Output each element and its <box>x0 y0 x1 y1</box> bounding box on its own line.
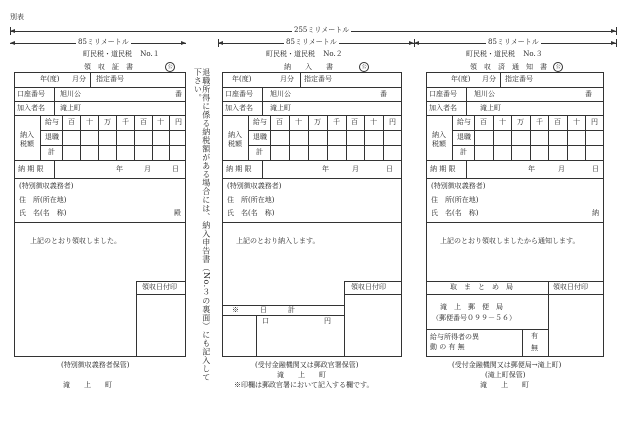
slip-2-koza-value: 旭川公 <box>270 90 291 98</box>
slip-1-zeigaku-label: 納入 税額 <box>20 131 34 149</box>
slip-1-jusho: 住 所(所在地) <box>19 196 67 204</box>
slip-3-torimatome: 取 ま と め 局 <box>450 283 513 291</box>
slip-1-tax: 町民税・道民税 <box>83 50 132 58</box>
slip-1-noki: 納 期 限 <box>18 165 44 173</box>
slip-3-footer-town: 滝 上 町 <box>480 381 529 389</box>
slip-1-shimei: 氏 名(名 称) <box>19 209 67 217</box>
slip-2-footer: (受付金融機関又は郵政官署保管) <box>255 361 359 369</box>
slip-2-footer-town: 滝 上 町 <box>277 371 326 379</box>
slip-3-no: No.３ <box>523 50 543 58</box>
slip-1-tsukibun: 月分 <box>72 75 86 83</box>
slip-1-shitei: 指定番号 <box>96 75 124 83</box>
slip-1-dono: 殿 <box>174 209 181 217</box>
slip-1-kyuyo: 給与 <box>45 118 59 126</box>
slip-2-seal-icon: 公 <box>359 62 369 72</box>
slip-1-taishoku: 退職 <box>45 133 59 141</box>
slip-3-nou: 納 <box>592 209 599 217</box>
slip-3-ari: 有 <box>531 332 538 340</box>
slip-1-footer: (特別徴収義務者保管) <box>61 361 130 369</box>
slip-3-seal-icon: 公 <box>553 62 563 72</box>
slip-1-nendo: 年(度) <box>40 75 60 83</box>
slip-3-ido: 給与所得者の異 動 の 有 無 <box>430 333 479 351</box>
slip-3-post-name: 滝 上 郵 便 局 <box>440 303 503 311</box>
slip-3-nashi: 無 <box>531 344 538 352</box>
slip-2-koza-label: 口座番号 <box>225 90 253 98</box>
slip-3-kanyu-value: 滝上町 <box>480 104 501 112</box>
slip-1-tokucho: (特別徴収義務者) <box>19 182 74 190</box>
slip-1-no: No.１ <box>140 50 160 58</box>
slip-3-kanyu-label: 加入者名 <box>429 104 457 112</box>
slip-3-tax: 町民税・道民税 <box>466 50 515 58</box>
slip-1-kanyu-label: 加入者名 <box>17 104 45 112</box>
slip-1-kei: 計 <box>48 148 55 156</box>
slip-2-zeigaku-label: 納入 税額 <box>228 131 242 149</box>
slip-3-koza-label: 口座番号 <box>429 90 457 98</box>
slip-2-no: No.２ <box>323 50 343 58</box>
slip-2-message: 上記のとおり納入します。 <box>236 237 320 245</box>
slip-2-nikkei: ※ 日 計 <box>232 306 295 314</box>
slip-2-kanyu-label: 加入者名 <box>225 104 253 112</box>
slip-3-title: 領 収 済 通 知 書 <box>470 63 547 71</box>
slip-3-koza-value: 旭川公 <box>474 90 495 98</box>
slip-1-kanyu-value: 滝上町 <box>60 104 81 112</box>
slip-1-footer-town: 滝 上 町 <box>63 381 112 389</box>
slip-2-stamp: 領収日付印 <box>351 283 386 291</box>
slip-1-ban: 番 <box>175 90 182 98</box>
slip-2-footer-note: ※印欄は郵政官署において記入する欄です。 <box>234 381 374 389</box>
slip-1-koza-label: 口座番号 <box>17 90 45 98</box>
dimension-total-label: 255ミリメートル <box>294 26 350 34</box>
slip-1-title: 領 収 証 書 <box>84 63 133 71</box>
slip-1-koza-value: 旭川公 <box>60 90 81 98</box>
slip-3-stamp: 領収日付印 <box>553 283 588 291</box>
slip-2-title: 納 入 書 <box>284 63 333 71</box>
slip-1-seal-icon: 公 <box>165 62 175 72</box>
slip-3-zeigaku-label: 納入 税額 <box>432 131 446 149</box>
side-note: 退職所得に係る納税額がある場合には、納入申告書（No.３の裏面）にも記入して下さい。 <box>193 68 211 382</box>
slip-2-tax: 町民税・道民税 <box>266 50 315 58</box>
slip-2-kanyu-value: 滝上町 <box>270 104 291 112</box>
page-label: 別表 <box>10 13 24 21</box>
slip-1-message: 上記のとおり領収しました。 <box>30 237 121 245</box>
slip-3-footer-hokan: (滝上町保管) <box>485 371 526 379</box>
slip-3-post-code: （郵便番号０９９－５６） <box>432 314 516 322</box>
slip-3-footer: (受付金融機関又は郵便局→滝上町) <box>452 361 562 369</box>
slip-3-message: 上記のとおり領収しましたから通知します。 <box>440 237 580 245</box>
slip-1-stamp: 領収日付印 <box>142 283 177 291</box>
